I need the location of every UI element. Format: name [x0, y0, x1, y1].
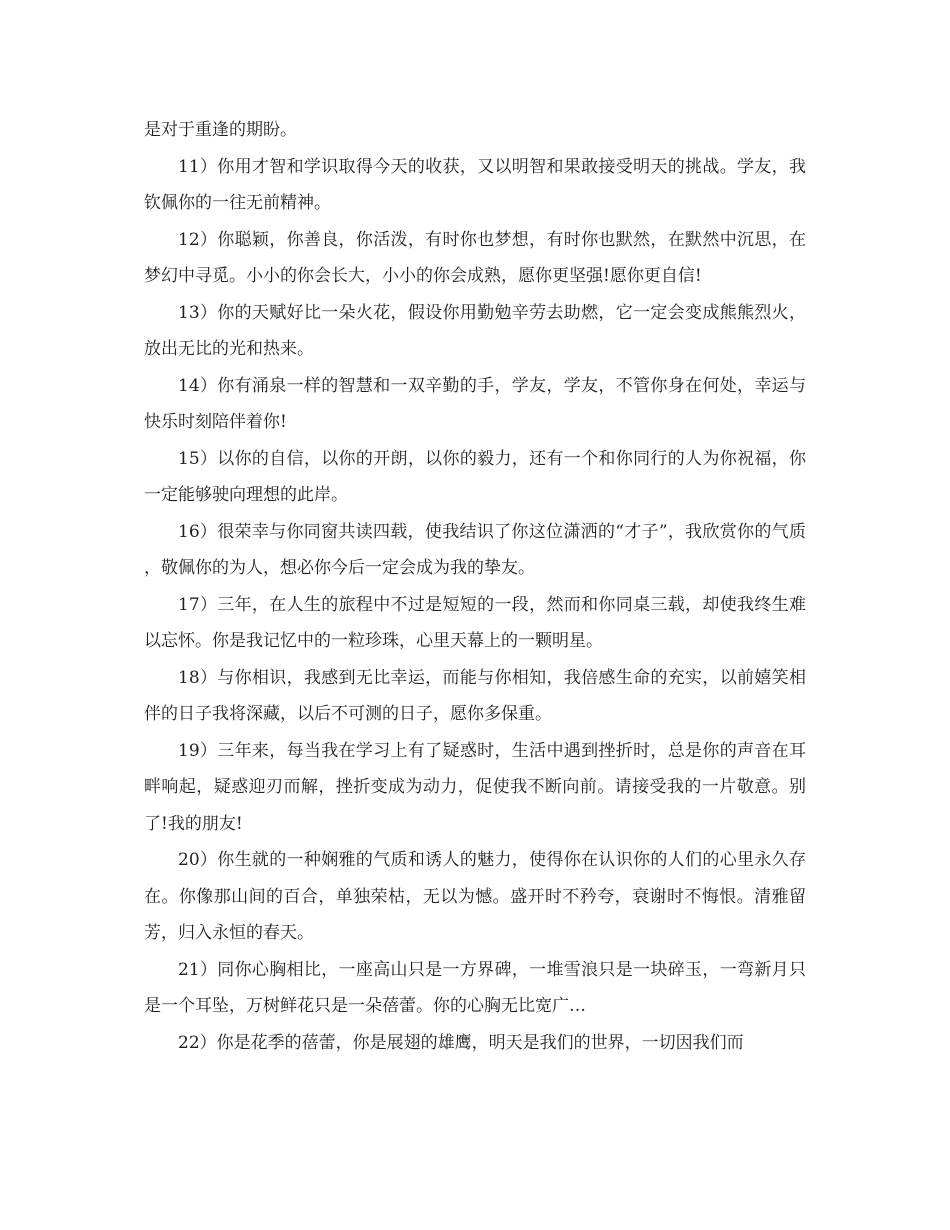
paragraph-item-18: 18）与你相识，我感到无比幸运，而能与你相知，我倍感生命的充实，以前嬉笑相伴的日子我将深藏，以后不可测的日子，愿你多保重。 [144, 667, 806, 724]
paragraph-item-15: 15）以你的自信，以你的开朗，以你的毅力，还有一个和你同行的人为你祝福，你一定能够驶向理想的此岸。 [144, 448, 806, 505]
paragraph-item-20: 20）你生就的一种娴雅的气质和诱人的魅力，使得你在认识你的人们的心里永久存在。你像那山间的百合，单独荣枯，无以为憾。盛开时不矜夸，衰谢时不悔恨。清雅留芳，归入永恒的春天。 [144, 850, 806, 943]
paragraph-continuation: 是对于重逢的期盼。 [144, 120, 297, 140]
paragraph-item-13: 13）你的天赋好比一朵火花，假设你用勤勉辛劳去助燃，它一定会变成熊熊烈火，放出无比的光和热来。 [144, 302, 806, 359]
paragraph-item-19: 19）三年来，每当我在学习上有了疑惑时，生活中遇到挫折时，总是你的声音在耳畔响起，疑惑迎刃而解，挫折变成为动力，促使我不断向前。请接受我的一片敬意。别了!我的朋友! [144, 740, 806, 834]
paragraph-item-21: 21）同你心胸相比，一座高山只是一方界碑，一堆雪浪只是一块碎玉，一弯新月只是一个耳坠，万树鲜花只是一朵蓓蕾。你的心胸无比宽广… [144, 959, 806, 1016]
paragraph-item-17: 17）三年，在人生的旅程中不过是短短的一段，然而和你同桌三载，却使我终生难以忘怀。你是我记忆中的一粒珍珠，心里天幕上的一颗明星。 [144, 594, 806, 651]
document-body [144, 112, 806, 1061]
paragraph-item-11: 11）你用才智和学识取得今天的收获，又以明智和果敢接受明天的挑战。学友，我钦佩你的一往无前精神。 [144, 156, 806, 213]
paragraph-item-22: 22）你是花季的蓓蕾，你是展翅的雄鹰，明天是我们的世界，一切因我们而 [178, 1032, 744, 1053]
paragraph-item-16: 16）很荣幸与你同窗共读四载，使我结识了你这位潇洒的“才子”，我欣赏你的气质，敬佩你的为人，想必你今后一定会成为我的挚友。 [144, 521, 806, 578]
paragraph-item-12: 12）你聪颖，你善良，你活泼，有时你也梦想，有时你也默然，在默然中沉思，在梦幻中寻觅。小小的你会长大，小小的你会成熟，愿你更坚强!愿你更自信! [144, 229, 806, 286]
paragraph-item-14: 14）你有涌泉一样的智慧和一双辛勤的手，学友，学友，不管你身在何处，幸运与快乐时刻陪伴着你! [144, 375, 806, 432]
